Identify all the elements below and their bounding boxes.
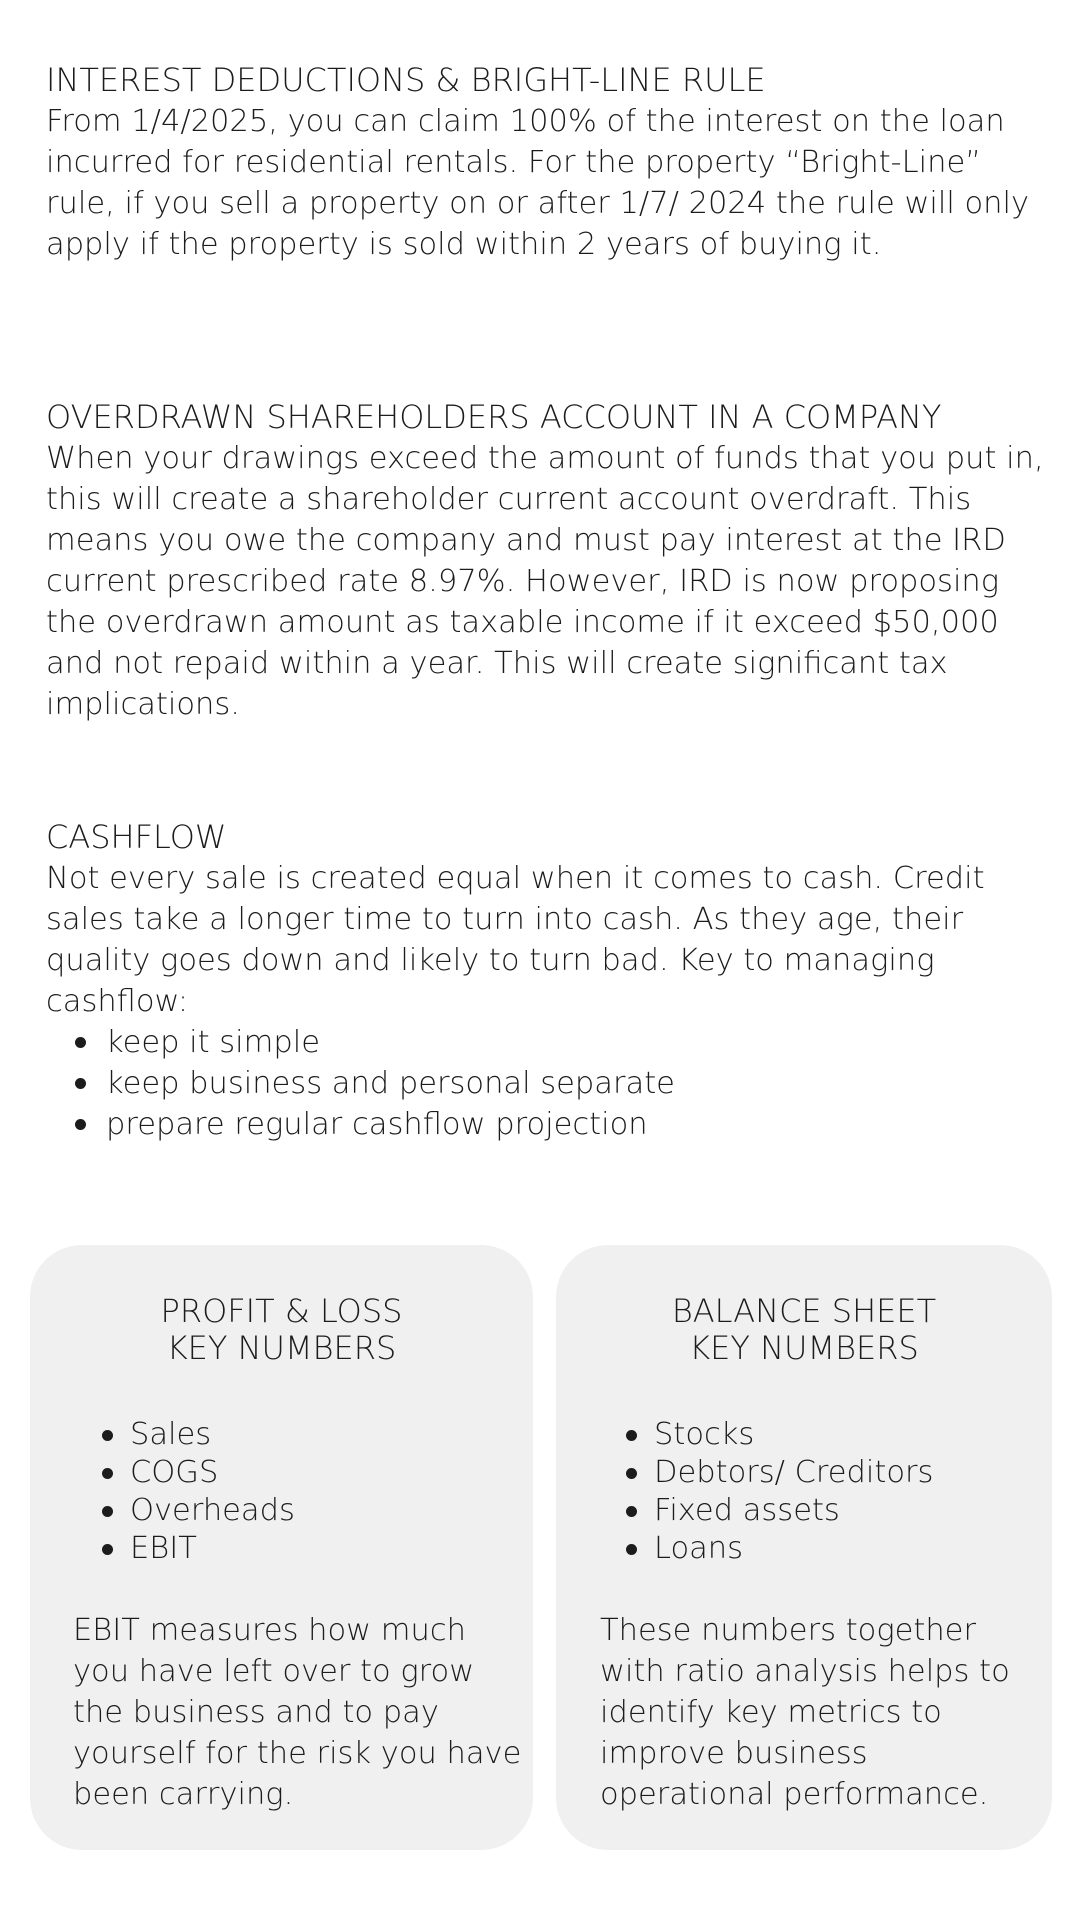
section-heading: OVERDRAWN SHAREHOLDERS ACCOUNT IN A COMPANY (46, 398, 942, 436)
list-item: Debtors/ Creditors (590, 1454, 933, 1492)
section-cashflow (46, 817, 1046, 1145)
list-item: COGS (66, 1454, 295, 1492)
section-heading: CASHFLOW (46, 818, 227, 856)
card-title-line: KEY NUMBERS (166, 1329, 397, 1367)
card-title-line: BALANCE SHEET (671, 1292, 937, 1330)
cashflow-tips-list (46, 1022, 1046, 1145)
list-item: Fixed assets (590, 1492, 933, 1530)
section-body: Not every sale is created equal when it comes to cash. Credit sales take a longer time to turn into cash. As they age, their quality goes down and likely to turn bad. Key to managing cashflow: (46, 861, 985, 1019)
card-title-line: PROFIT & LOSS (160, 1292, 403, 1330)
list-item: keep it simple (46, 1022, 1046, 1063)
card-body: EBIT measures how much you have left over to grow the business and to pay yourself for the risk you have been carrying. (73, 1613, 522, 1812)
list-item: Overheads (66, 1492, 295, 1530)
list-item: keep business and personal separate (46, 1063, 1046, 1104)
card-body: These numbers together with ratio analysis helps to identify key metrics to improve business operational performance. (600, 1613, 1010, 1812)
balance-sheet-card (556, 1245, 1052, 1850)
section-heading: INTEREST DEDUCTIONS & BRIGHT-LINE RULE (46, 61, 766, 99)
card-title (30, 1293, 533, 1367)
card-title-line: KEY NUMBERS (689, 1329, 919, 1367)
list-item: prepare regular cashflow projection (46, 1104, 1046, 1145)
list-item: Sales (66, 1416, 295, 1454)
profit-loss-card (30, 1245, 533, 1850)
balance-sheet-list (590, 1416, 933, 1568)
list-item: Stocks (590, 1416, 933, 1454)
list-item: Loans (590, 1530, 933, 1568)
card-title (556, 1293, 1052, 1367)
list-item: EBIT (66, 1530, 295, 1568)
section-body: When your drawings exceed the amount of funds that you put in, this will create a shareholder current account overdraft. This means you owe the company and must pay interest at the IRD current prescribed rate 8.97%. However, IRD is now proposing the overdrawn amount as taxable income if it exceed $50,000 and not repaid within a year. This will create significant tax implications. (46, 441, 1044, 722)
profit-loss-list (66, 1416, 295, 1568)
section-overdrawn-account (46, 397, 1046, 725)
section-interest-deductions (46, 60, 1046, 265)
section-body: From 1/4/2025, you can claim 100% of the interest on the loan incurred for residential rentals. For the property “Bright-Line” rule, if you sell a property on or after 1/7/ 2024 the rule will only apply if the property is sold within 2 years of buying it. (46, 104, 1030, 262)
